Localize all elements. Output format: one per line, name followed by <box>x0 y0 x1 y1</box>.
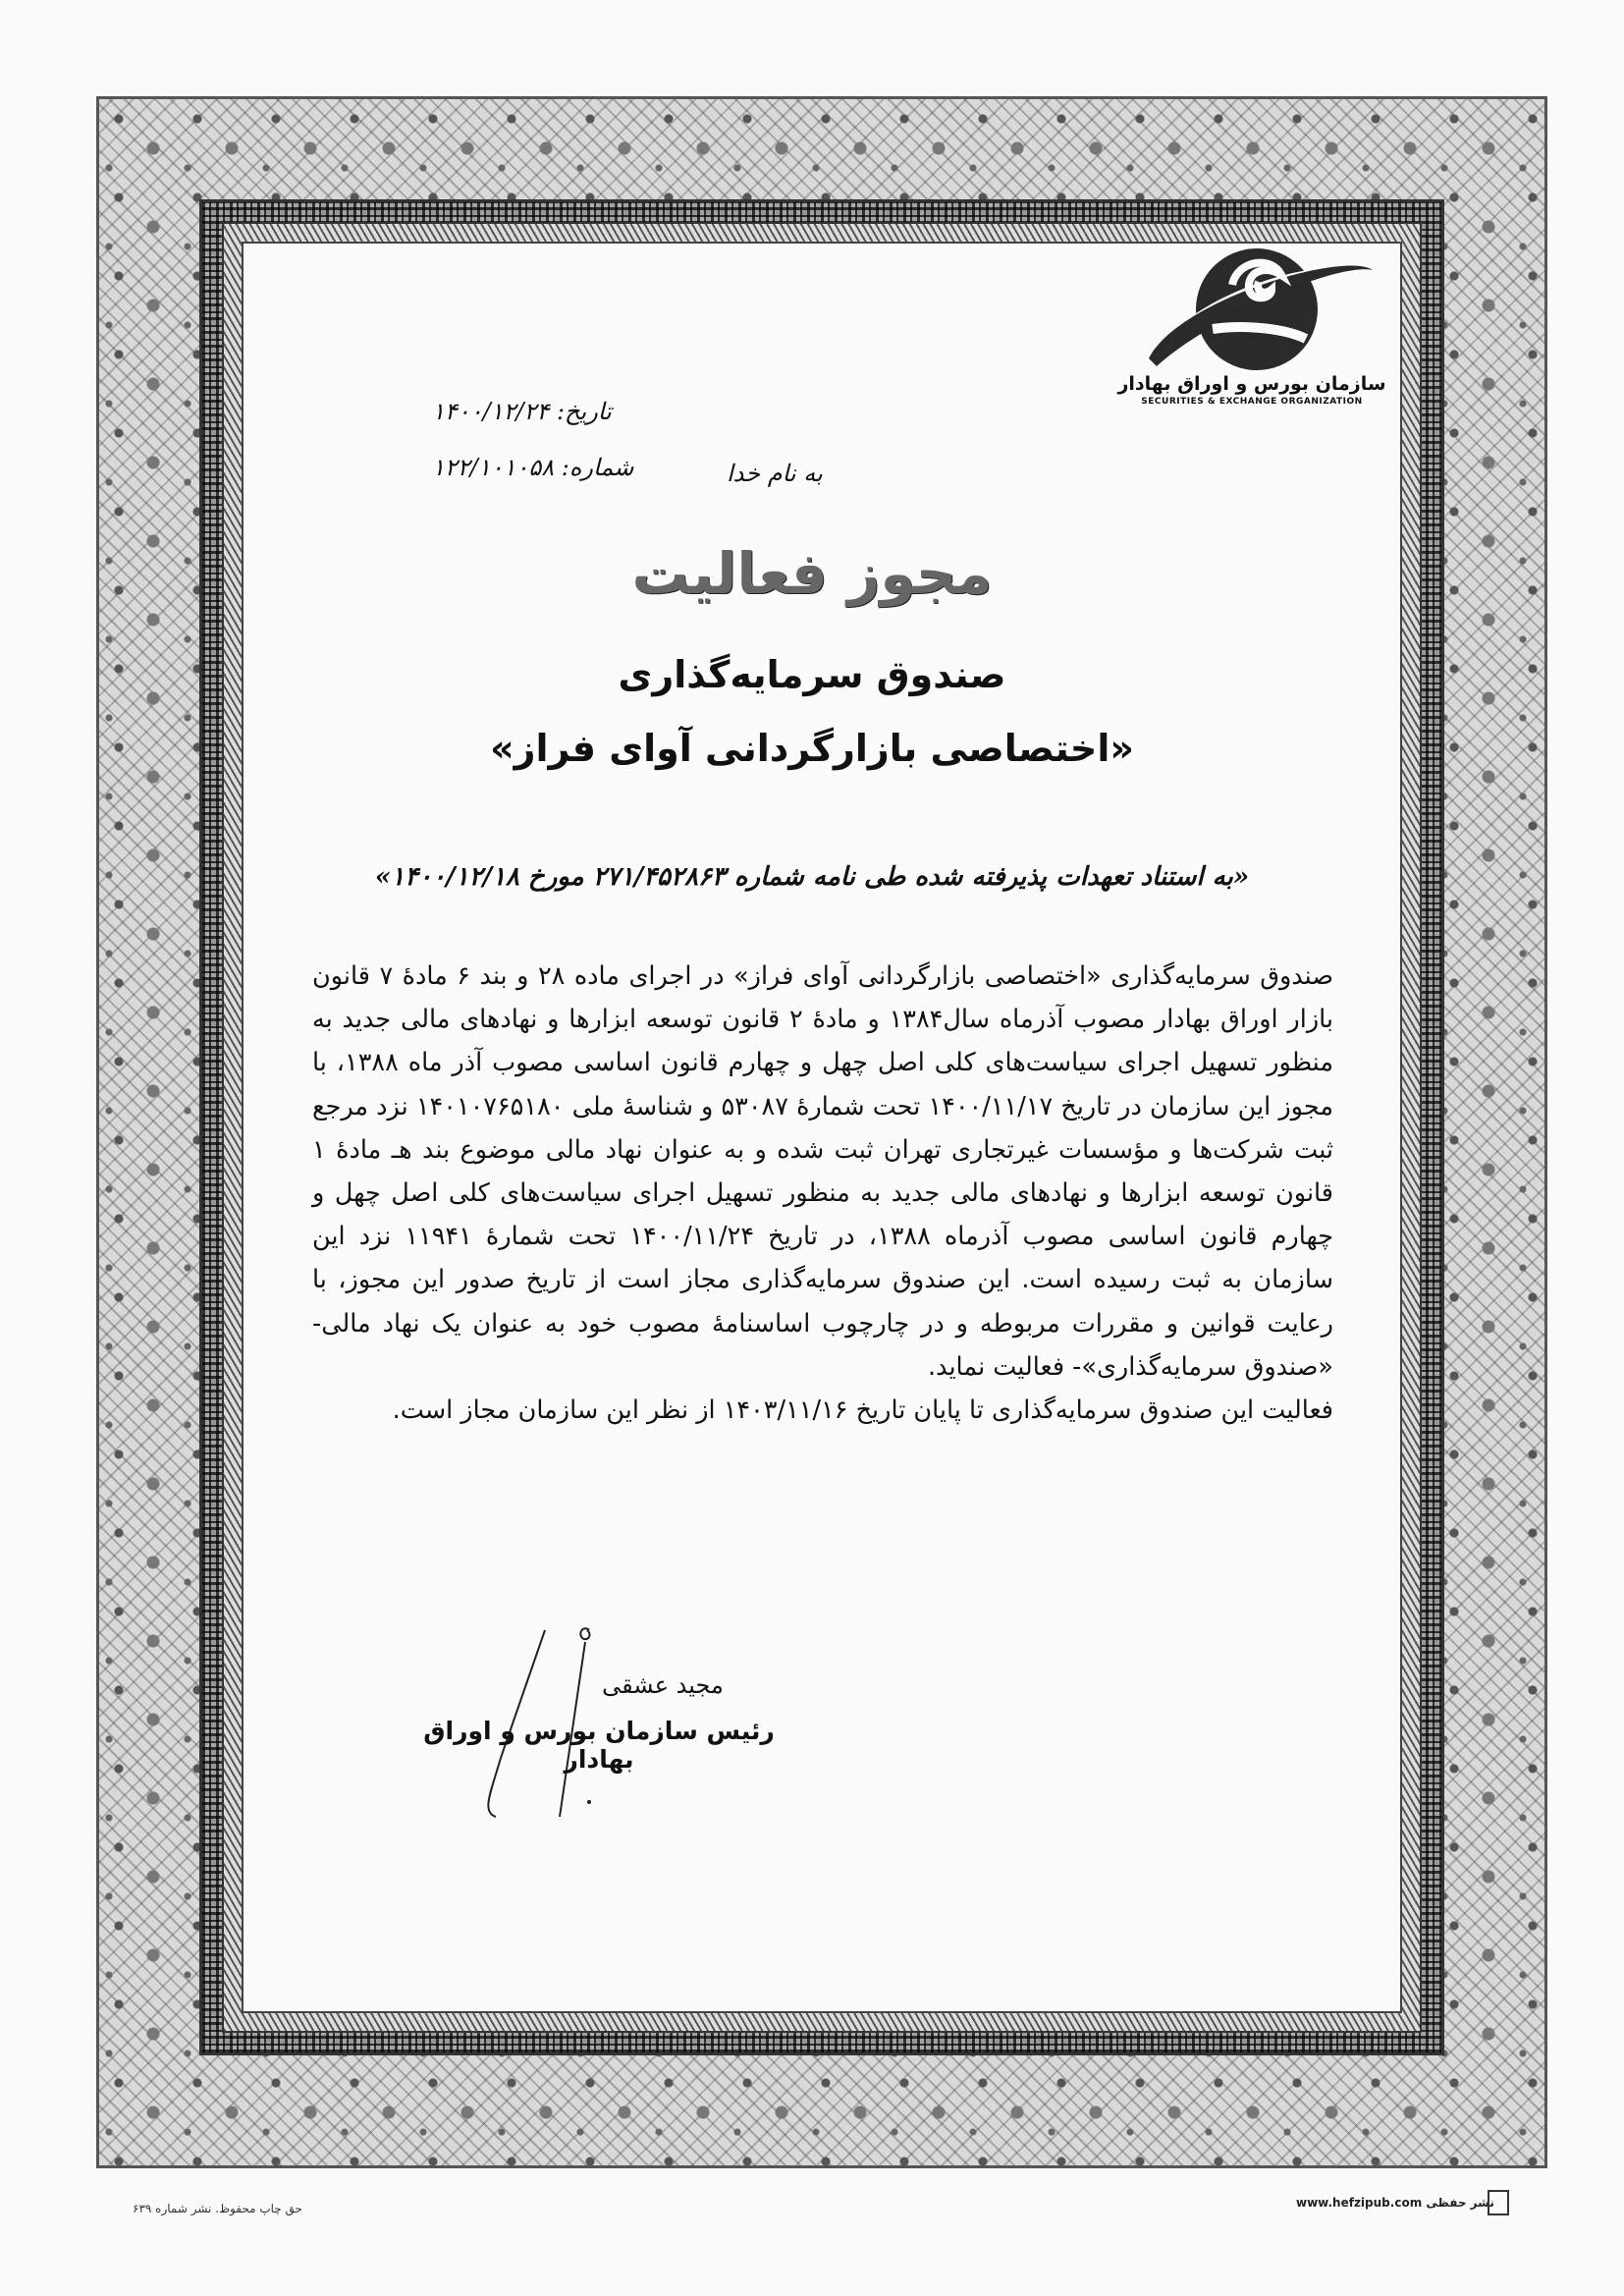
signatory-name: مجید عشقی <box>602 1671 724 1699</box>
publisher-url: www.hefzipub.com <box>1296 2196 1423 2210</box>
publisher-label: نشر حفظی <box>1426 2196 1494 2210</box>
body-paragraph: صندوق سرمایه‌گذاری «اختصاصی بازارگردانی آوای فراز» در اجرای ماده ۲۸ و بند ۶ مادۀ ۷ قانون بازار اوراق بهادار مصوب آذرماه سال۱۳۸۴ و مادۀ ۲ قانون توسعه ابزارها و نهادهای مالی جدید به منظور تسهیل اجرای سیاست‌های کلی اصل چهل و چهارم قانون اساسی مصوب آذر ماه ۱۳۸۸، با مجوز این سازمان در تاریخ ۱۴۰۰/۱۱/۱۷ تحت شمارۀ ۵۳۰۸۷ و شناسۀ ملی ۱۴۰۱۰۷۶۵۱۸۰ نزد مرجع ثبت شرکت‌ها و مؤسسات غیرتجاری تهران ثبت شده و به عنوان نهاد مالی موضوع بند هـ مادۀ ۱ قانون توسعه ابزارها و نهادهای مالی جدید به منظور تسهیل اجرای سیاست‌های کلی اصل چهل و چهارم قانون اساسی مصوب آذرماه ۱۳۸۸، در تاریخ ۱۴۰۰/۱۱/۲۴ تحت شمارۀ ۱۱۹۴۱ نزد این سازمان به ثبت رسیده است. این صندوق سرمایه‌گذاری مجاز است از تاریخ صدور این مجوز، با رعایت قوانین و مقررات مربوطه و در چارچوب اساسنامۀ مصوب خود به عنوان یک نهاد مالی- «صندوق سرمایه‌گذاری»- فعالیت نماید. <box>312 961 1334 1382</box>
certificate-body <box>312 955 1333 1432</box>
date-value: ۱۴۰۰/۱۲/۲۴ <box>432 398 550 425</box>
footer-publisher <box>1296 2196 1494 2210</box>
publisher-mark-icon <box>1488 2190 1509 2215</box>
number-value: ۱۲۲/۱۰۱۰۵۸ <box>432 454 555 481</box>
basmala: به نام خدا <box>727 460 823 487</box>
footer-copyright: حق چاپ محفوظ. نشر شماره ۶۳۹ <box>133 2202 302 2215</box>
number-field <box>432 454 633 481</box>
organization-name-en: SECURITIES & EXCHANGE ORGANIZATION <box>1141 397 1363 407</box>
fund-name: «اختصاصی بازارگردانی آوای فراز» <box>490 727 1134 770</box>
date-label: تاریخ: <box>556 398 612 425</box>
reference-letter: «به استناد تعهدات پذیرفته شده طی نامه شماره ۲۷۱/۴۵۲۸۶۳ مورخ ۱۴۰۰/۱۲/۱۸» <box>374 862 1250 892</box>
body-paragraph: فعالیت این صندوق سرمایه‌گذاری تا پایان تاریخ ۱۴۰۳/۱۱/۱۶ از نظر این سازمان مجاز است. <box>392 1395 1333 1426</box>
organization-name-fa: سازمان بورس و اوراق بهادار <box>1117 373 1386 395</box>
number-label: شماره: <box>561 454 634 481</box>
signatory-title: رئیس سازمان بورس و اوراق بهادار <box>423 1717 775 1774</box>
certificate-title: مجوز فعالیت <box>631 540 993 607</box>
fund-type: صندوق سرمایه‌گذاری <box>618 653 1006 696</box>
date-field <box>432 398 612 425</box>
